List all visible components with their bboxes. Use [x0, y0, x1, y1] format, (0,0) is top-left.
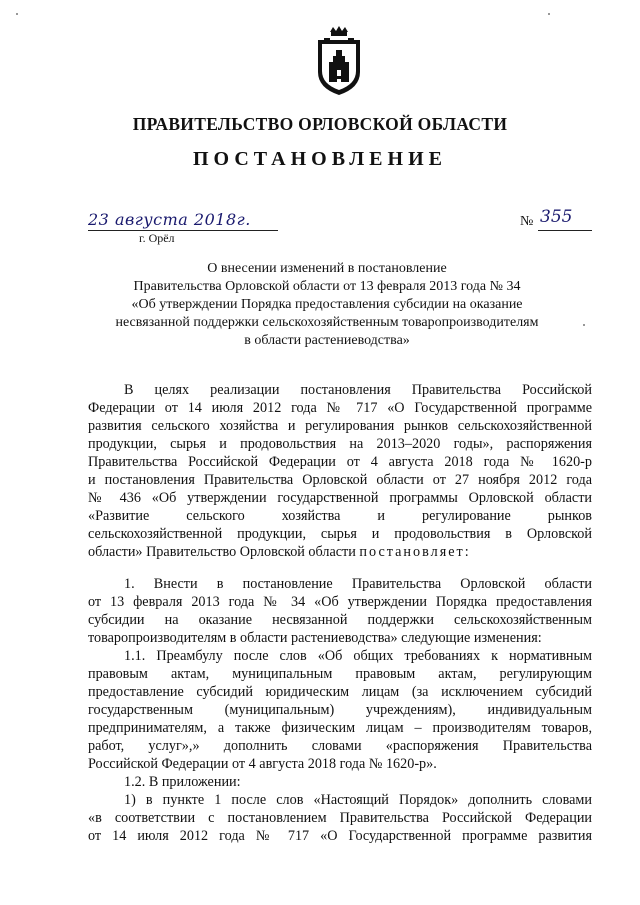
body-line: субсидии на оказание несвязанной поддержки сельскохозяйственным	[88, 612, 592, 628]
body-line: 1.2. В приложении:	[124, 774, 241, 790]
city-label: г. Орёл	[139, 231, 175, 245]
number-underline	[538, 230, 592, 231]
body-line: сельскохозяйственной продукции, сырья и продовольствия в Орловской	[88, 526, 592, 542]
date-handwritten: 23 августа 2018г.	[88, 210, 251, 229]
date-underline	[88, 230, 278, 231]
body-line: предпринимателям, а также физическим лицам – производителям товаров,	[88, 720, 592, 736]
body-line: правовым актам, муниципальным правовым актам, регулирующим	[88, 666, 592, 682]
subject-line: несвязанной поддержки сельскохозяйственным товаропроизводителям	[115, 315, 539, 330]
body-line: В целях реализации постановления Правительства Российской	[124, 382, 592, 398]
body-line: Российской Федерации от 4 августа 2018 года № 1620-р».	[88, 756, 437, 772]
body-line: № 436 «Об утверждении государственной программы Орловской области	[88, 490, 592, 506]
body-line: продукции, сырья и продовольствия на 2013–2020 годы», распоряжения	[88, 436, 592, 452]
body-line: развития сельского хозяйства и регулирования рынков сельскохозяйственной	[88, 418, 592, 434]
body-line: от 14 июля 2012 года № 717 «О Государственной программе развития	[88, 828, 592, 844]
body-line: 1.1. Преамбулу после слов «Об общих требованиях к нормативным	[124, 648, 592, 664]
government-title: ПРАВИТЕЛЬСТВО ОРЛОВСКОЙ ОБЛАСТИ	[132, 114, 508, 134]
body-line	[88, 543, 592, 561]
body-line: «Развитие сельского хозяйства и регулирование рынков	[88, 508, 592, 524]
subject-line: Правительства Орловской области от 13 февраля 2013 года № 34	[133, 279, 521, 294]
body-line: 1) в пункте 1 после слов «Настоящий Порядок» дополнить словами	[124, 792, 592, 808]
decree-word: постановляет:	[359, 544, 471, 560]
body-line-text: области» Правительство Орловской области	[88, 544, 356, 560]
subject-line: в области растениеводства»	[244, 333, 410, 348]
body-line: 1. Внести в постановление Правительства Орловской области	[124, 576, 592, 592]
body-line: Правительства Российской Федерации от 4 августа 2018 года № 1620-р	[88, 454, 592, 470]
scan-speck	[583, 324, 585, 326]
body-line: от 13 февраля 2013 года № 34 «Об утверждении Порядка предоставления	[88, 594, 592, 610]
document-subject	[92, 260, 562, 350]
number-handwritten: 355	[540, 207, 573, 227]
body-line: товаропроизводителям в области растениеводства» следующие изменения:	[88, 630, 542, 646]
body-line: государственным (муниципальным) учреждениям), индивидуальным	[88, 702, 592, 718]
body-line: Федерации от 14 июля 2012 года № 717 «О Государственной программе	[88, 400, 592, 416]
subject-line: «Об утверждении Порядка предоставления субсидии на оказание	[131, 297, 523, 312]
body-line: предоставление субсидий юридическим лицам (за исключением субсидий	[88, 684, 592, 700]
coat-of-arms-icon	[316, 26, 362, 96]
body-line: работ, услуг»,» дополнить словами «распоряжения Правительства	[88, 738, 592, 754]
subject-line: О внесении изменений в постановление	[207, 261, 447, 276]
number-label: №	[520, 214, 534, 229]
body-line: и постановления Правительства Орловской области от 27 ноября 2012 года	[88, 472, 592, 488]
body-line: «в соответствии с постановлением Правительства Российской Федерации	[88, 810, 592, 826]
scan-speck	[16, 13, 18, 15]
document-type-title: ПОСТАНОВЛЕНИЕ	[193, 148, 447, 170]
scan-speck	[548, 13, 550, 15]
